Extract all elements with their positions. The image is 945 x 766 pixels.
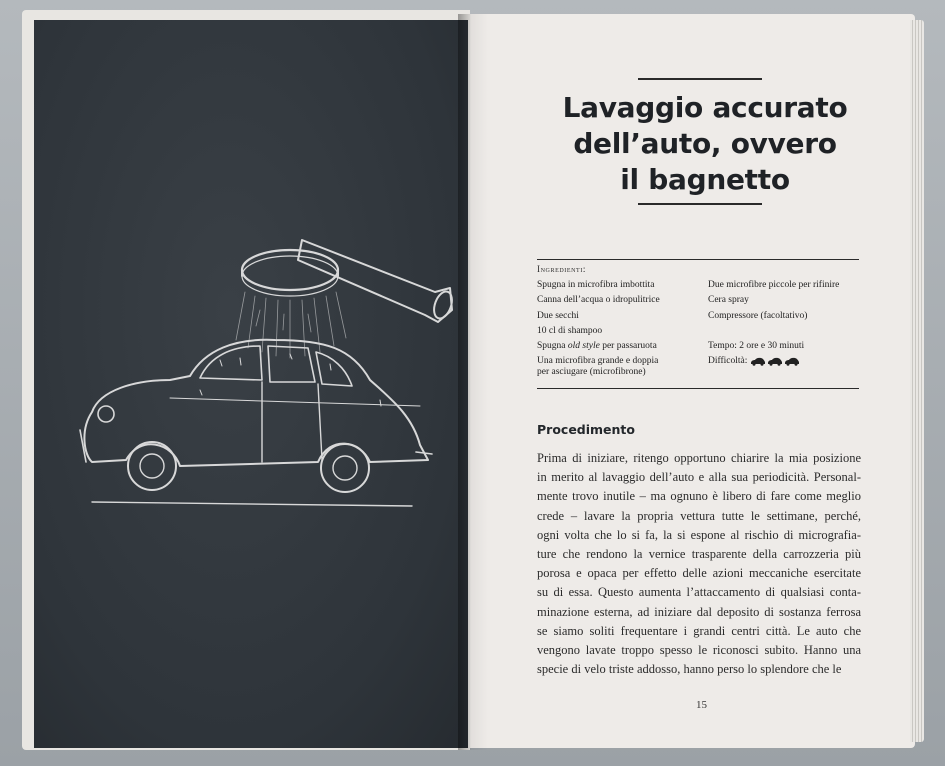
- title-line: dell’auto, ovvero: [573, 127, 837, 160]
- body-line: su di essa. Questo aumenta l’attaccamento di qualsiasi conta-: [537, 585, 861, 600]
- ingredients-rule-top: [537, 259, 859, 260]
- title-rule-top: [638, 78, 762, 80]
- difficulty-row: [708, 355, 800, 367]
- water-spray: [236, 292, 346, 358]
- page-edges: [910, 20, 924, 742]
- difficulty-rating: [750, 357, 800, 366]
- title-line: Lavaggio accurato: [562, 91, 848, 124]
- difficulty-label: Difficoltà:: [708, 356, 748, 366]
- body-line: Prima di iniziare, ritengo opportuno chiarire la mia posizione: [537, 451, 861, 465]
- ingredient-item: Spugna old style per passaruota: [537, 341, 657, 351]
- ingredient-item: 10 cl di shampoo: [537, 326, 603, 336]
- body-line: se siamo soliti frequentare i grandi centri città. Le auto che: [537, 623, 861, 638]
- shower-head-icon: [242, 240, 455, 322]
- body-line: minazione esterna, ad iniziare dal deposito di sostanza ferrosa: [537, 604, 861, 619]
- difficulty-car-icon: [750, 357, 766, 366]
- body-line: specie di velo triste addosso, hanno perso lo splendore che le: [537, 662, 842, 677]
- body-line: ture che rendono la vernice trasparente della carrozzeria più: [537, 547, 861, 562]
- ingredient-item: Canna dell’acqua o idropulitrice: [537, 295, 660, 305]
- italic-term: old style: [567, 341, 600, 351]
- body-paragraph: [537, 449, 861, 679]
- ingredient-item: Compressore (facoltativo): [708, 311, 808, 321]
- ingredients-label: Ingredienti:: [537, 264, 587, 274]
- body-line: ogni volta che lo si fa, la si espone al rischio di micrografia-: [537, 527, 861, 542]
- ingredient-item: Due microfibre piccole per rifinire: [708, 280, 840, 290]
- difficulty-car-icon: [784, 357, 800, 366]
- ingredient-item: Due secchi: [537, 311, 579, 321]
- ingredient-item: Una microfibra grande e doppia: [537, 356, 659, 366]
- body-line: vengono lavate troppo spesso le riconosci subito. Hanno una: [537, 643, 861, 658]
- ingredients-rule-bottom: [537, 388, 859, 389]
- time-label: Tempo: 2 ore e 30 minuti: [708, 341, 805, 351]
- body-line: crede – lavare la propria vettura tutte le settimane, perché,: [537, 508, 861, 523]
- page-number: 15: [696, 699, 707, 711]
- page-title: [540, 90, 870, 198]
- ingredient-item: Spugna in microfibra imbottita: [537, 280, 655, 290]
- ingredient-item: Cera spray: [708, 295, 749, 305]
- car-icon: [80, 340, 432, 506]
- title-line: il bagnetto: [620, 163, 790, 196]
- difficulty-car-icon: [767, 357, 783, 366]
- body-line: mente trovo inutile – ma ognuno è libero di fare come meglio: [537, 489, 861, 504]
- body-line: in merito al lavaggio dell’auto e alla sua periodicità. Personal-: [537, 470, 861, 485]
- ingredient-item: per asciugare (microfibrone): [537, 367, 646, 377]
- title-rule-bottom: [638, 203, 762, 205]
- body-line: porosa e opaca per effetto delle azioni meccaniche esercitate: [537, 566, 861, 581]
- car-wash-illustration: [40, 230, 460, 520]
- section-heading: Procedimento: [537, 422, 635, 437]
